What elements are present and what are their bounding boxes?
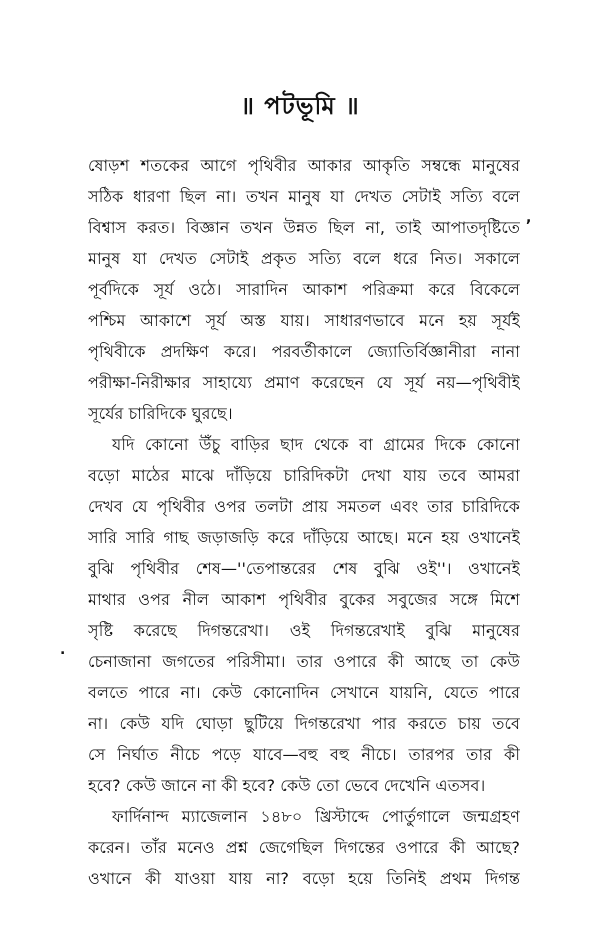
- text-line: করেন। তাঁর মনেও প্রশ্ন জেগেছিল দিগন্তের ওপারে কী আছে?: [88, 838, 520, 857]
- chapter-heading: ॥ পটভূমি ॥: [240, 92, 360, 120]
- text-line: সারি সারি গাছ জড়াজড়ি করে দাঁড়িয়ে আছে। মনে হয় ওখানেই: [88, 528, 520, 547]
- text-line: পৃথিবীকে প্রদক্ষিণ করে। পরবর্তীকালে জ্যোতির্বিজ্ঞানীরা নানা: [88, 342, 520, 361]
- text-line: মাথার ওপর নীল আকাশ পৃথিবীর বুকের সবুজের সঙ্গে মিশে: [88, 590, 520, 609]
- text-line: ফার্দিনান্দ ম্যাজেলান ১৪৮০ খ্রিস্টাব্দে পোর্তুগালে জন্মগ্রহণ: [112, 807, 520, 826]
- text-line: চেনাজানা জগতের পরিসীমা। তার ওপারে কী আছে তা কেউ: [88, 652, 520, 671]
- paragraph-1: [88, 150, 520, 429]
- text-line: বুঝি পৃথিবীর শেষ—''তেপান্তরের শেষ বুঝি ওই''। ওখানেই: [88, 559, 520, 578]
- margin-mark: .: [60, 642, 66, 658]
- text-line: সে নির্ঘাত নীচে পড়ে যাবে—বহু বহু নীচে। তারপর তার কী: [88, 745, 520, 764]
- body-text: [88, 150, 520, 894]
- text-line: সঠিক ধারণা ছিল না। তখন মানুষ যা দেখত সেটাই সত্যি বলে: [88, 187, 520, 206]
- text-line: ওখানে কী যাওয়া যায় না? বড়ো হয়ে তিনিই প্রথম দিগন্ত: [88, 869, 520, 888]
- text-line: না। কেউ যদি ঘোড়া ছুটিয়ে দিগন্তরেখা পার করতে চায় তবে: [88, 714, 520, 733]
- text-line: পূর্বদিকে সূর্য ওঠে। সারাদিন আকাশ পরিক্রমা করে বিকেলে: [88, 280, 520, 299]
- text-line: বলতে পারে না। কেউ কোনোদিন সেখানে যায়নি, যেতে পারে: [88, 683, 520, 702]
- text-line: যদি কোনো উঁচু বাড়ির ছাদ থেকে বা গ্রামের দিকে কোনো: [112, 435, 520, 454]
- text-line: মানুষ যা দেখত সেটাই প্রকৃত সত্যি বলে ধরে নিত। সকালে: [88, 249, 520, 268]
- text-line: বড়ো মাঠের মাঝে দাঁড়িয়ে চারিদিকটা দেখা যায় তবে আমরা: [88, 466, 520, 485]
- text-line: বিশ্বাস করত। বিজ্ঞান তখন উন্নত ছিল না, তাই আপাতদৃষ্টিতে: [88, 218, 520, 237]
- paragraph-2: [88, 429, 520, 801]
- text-line: পরীক্ষা-নিরীক্ষার সাহায্যে প্রমাণ করেছেন যে সূর্য নয়—পৃথিবীই: [88, 373, 520, 392]
- text-line: হবে? কেউ জানে না কী হবে? কেউ তো ভেবে দেখেনি এতসব।: [88, 776, 486, 795]
- paragraph-3: [88, 801, 520, 894]
- text-line: ষোড়শ শতকের আগে পৃথিবীর আকার আকৃতি সম্বন্ধে মানুষের: [88, 156, 520, 175]
- margin-mark: ,: [526, 210, 532, 226]
- text-line: সৃষ্টি করেছে দিগন্তরেখা। ওই দিগন্তরেখাই বুঝি মানুষের: [88, 621, 520, 640]
- text-line: দেখব যে পৃথিবীর ওপর তলটা প্রায় সমতল এবং তার চারিদিকে: [88, 497, 520, 516]
- text-line: পশ্চিম আকাশে সূর্য অস্ত যায়। সাধারণভাবে মনে হয় সূর্যই: [88, 311, 520, 330]
- text-line: সূর্যের চারিদিকে ঘুরছে।: [88, 404, 233, 423]
